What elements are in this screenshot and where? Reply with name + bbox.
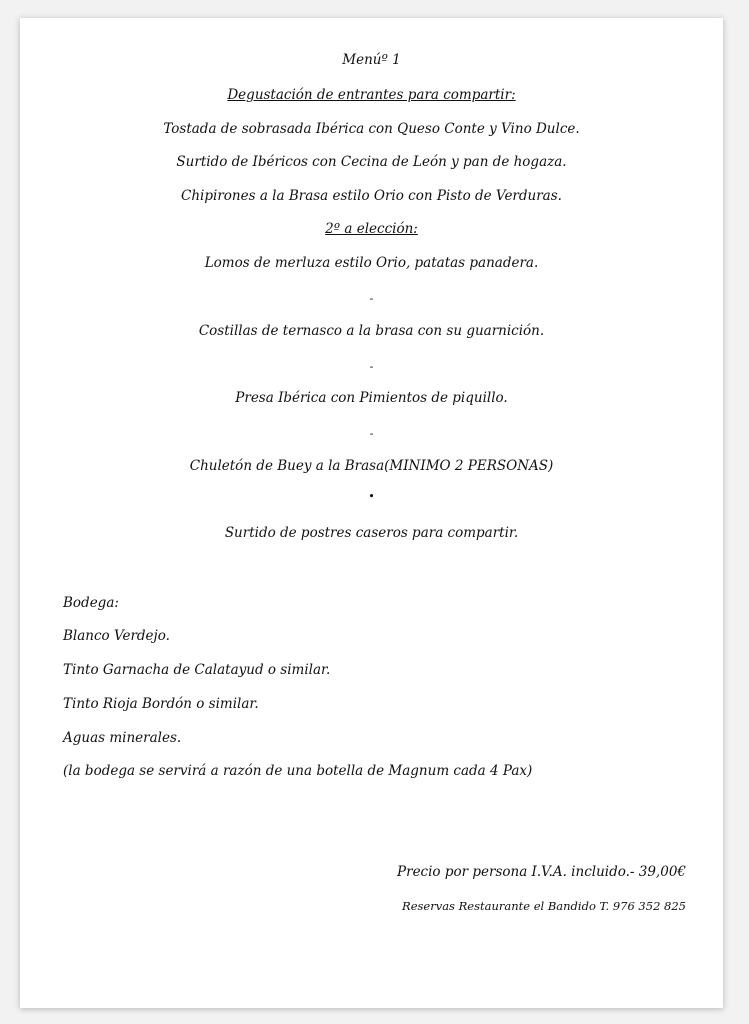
bodega-item: Tinto Garnacha de Calatayud o similar.	[63, 662, 331, 678]
bodega-item: Tinto Rioja Bordón o similar.	[63, 696, 259, 712]
main-item: Costillas de ternasco a la brasa con su guarnición.	[198, 323, 545, 339]
separator: -	[369, 427, 374, 440]
price-line: Precio por persona I.V.A. incluido.- 39,00€	[397, 864, 686, 880]
mains-heading: 2º a elección:	[325, 221, 418, 237]
separator: -	[369, 292, 374, 305]
menu-document	[20, 18, 723, 1008]
starter-item: Tostada de sobrasada Ibérica con Queso Conte y Vino Dulce.	[163, 121, 580, 137]
bodega-note: (la bodega se servirá a razón de una botella de Magnum cada 4 Pax)	[63, 763, 533, 779]
menu-title: Menúº 1	[342, 52, 401, 68]
starters-heading: Degustación de entrantes para compartir:	[227, 87, 516, 103]
reservations-line: Reservas Restaurante el Bandido T. 976 352 825	[402, 899, 686, 913]
main-item: Chuletón de Buey a la Brasa(MINIMO 2 PERSONAS)	[189, 458, 554, 474]
main-item: Presa Ibérica con Pimientos de piquillo.	[235, 390, 508, 406]
starter-item: Surtido de Ibéricos con Cecina de León y pan de hogaza.	[176, 154, 567, 170]
bodega-item: Aguas minerales.	[63, 730, 182, 746]
dessert-item: Surtido de postres caseros para compartir.	[224, 525, 519, 541]
separator: -	[369, 360, 374, 373]
main-item: Lomos de merluza estilo Orio, patatas panadera.	[204, 255, 539, 271]
bodega-heading: Bodega:	[63, 595, 119, 611]
starter-item: Chipirones a la Brasa estilo Orio con Pisto de Verduras.	[181, 188, 562, 204]
bodega-item: Blanco Verdejo.	[63, 628, 170, 644]
dessert-separator: •	[368, 490, 375, 503]
